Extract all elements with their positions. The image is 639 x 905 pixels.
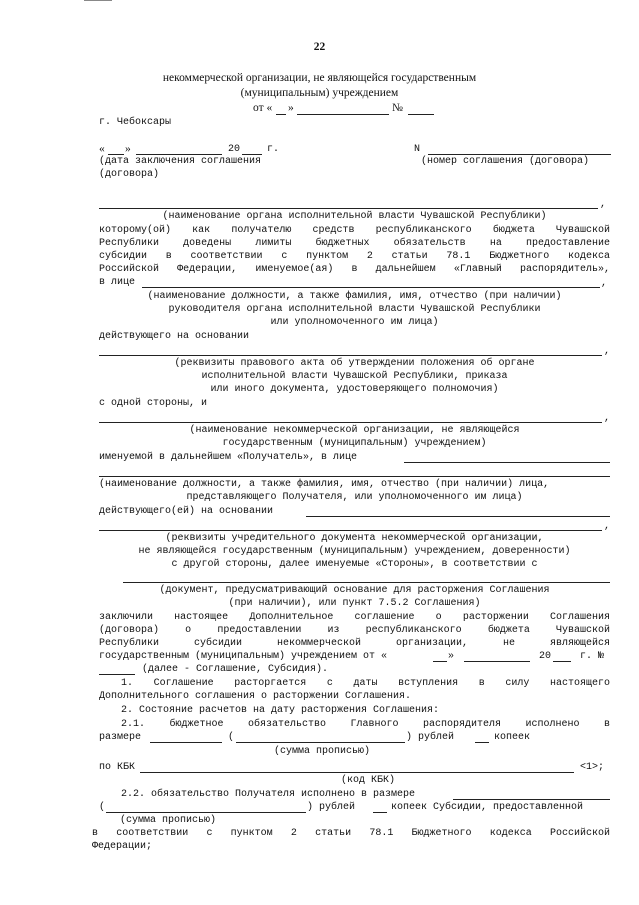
recipient-par-line-4: Российской Федерации, именуемое(ая) в дальнейшем «Главный распорядитель», [99, 264, 610, 275]
item-2-2-amount-field[interactable] [453, 799, 610, 800]
number-caption: (номер соглашения (договора) [421, 156, 590, 167]
item-2-2-amount-words-field[interactable] [106, 812, 306, 813]
agreement-ref-month-field[interactable] [464, 661, 530, 662]
agreement-ref-number-field[interactable] [99, 674, 135, 675]
number-label: N [414, 144, 421, 155]
authority-caption: (наименование органа исполнительной власти Чувашской Республики) [162, 211, 547, 222]
item-2-1-caption: (сумма прописью) [274, 746, 371, 757]
item-1-line-1: 1. Соглашение расторгается с даты вступления в силу настоящего [121, 678, 610, 689]
agreement-year-field[interactable] [242, 154, 262, 155]
heading-month-field[interactable] [297, 114, 389, 115]
heading-day-field[interactable] [276, 114, 286, 115]
position-caption-line-1: (наименование должности, а также фамилия, имя, отчество (при наличии) [147, 291, 562, 302]
charter-caption-line-1: (реквизиты учредительного документа некоммерческой организации, [165, 533, 544, 544]
item-2-1-rubles-label: ) рублей [406, 732, 455, 743]
nko-caption-line-1: (наименование некоммерческой организации, не являющейся [189, 425, 520, 436]
concluded-par-line-5: (далее - Соглашение, Субсидия). [142, 664, 329, 675]
item-2-1-kopecks-label: копеек [494, 732, 531, 743]
concluded-par-line-1: заключили настоящее Дополнительное соглашение о расторжении Соглашения [99, 612, 610, 623]
recipient-position-caption-line-2: представляющего Получателя, или уполномоченного им лица) [186, 492, 523, 503]
item-2-2-line-1: 2.2. обязательство Получателя исполнено в размере [121, 789, 416, 800]
item-2-1-kopecks-field[interactable] [475, 742, 489, 743]
item-2-2-caption: (сумма прописью) [120, 815, 217, 826]
date-close-quote: » [125, 143, 131, 155]
date-year-suffix: г. [267, 144, 280, 155]
charter-caption-line-3: с другой стороны, далее именуемые «Стороны», в соответствии с [171, 559, 538, 570]
date-year-prefix: 20 [228, 144, 241, 155]
agreement-month-field[interactable] [136, 154, 222, 155]
item-2-2-line-4: Федерации; [92, 841, 153, 852]
agreement-ref-year-field[interactable] [553, 661, 571, 662]
heading-from-mid: » [288, 102, 294, 114]
item-1-line-2: Дополнительного соглашения о расторжении Соглашения. [99, 691, 412, 702]
item-2-2-paren-open: ( [99, 802, 106, 813]
city-label: г. Чебоксары [99, 117, 172, 128]
legal-act-caption-line-3: или иного документа, удостоверяющего полномочия) [210, 384, 499, 395]
concluded-par-line-4c: 20 [539, 651, 552, 662]
item-2-2-rubles-label: ) рублей [307, 802, 356, 813]
heading-num-mark: № [392, 102, 403, 114]
recipient-rep-field-2[interactable] [99, 476, 610, 477]
concluded-par-line-4a: государственным (муниципальным) учреждением от « [99, 651, 388, 662]
scan-edge-mark [84, 0, 112, 1]
authority-name-field[interactable] [99, 208, 598, 209]
termination-caption-line-2: (при наличии), или пункт 7.5.2 Соглашения) [228, 598, 481, 609]
date-open-quote: « [99, 143, 105, 155]
item-2-2-kopecks-label: копеек Субсидии, предоставленной [391, 802, 584, 813]
acting-basis-label: действующего на основании [99, 331, 250, 342]
recipient-par-line-2: Республики доведены лимиты бюджетных обязательств на предоставление [99, 238, 610, 249]
kbk-prefix: по КБК [99, 762, 136, 773]
item-2-2-kopecks-field[interactable] [373, 812, 387, 813]
concluded-par-line-3: Республики субсидии некоммерческой организации, не являющейся [99, 638, 610, 649]
concluded-par-line-4b: » [448, 651, 455, 662]
concluded-par-line-4d: г. № [580, 651, 605, 662]
agreement-day-field[interactable] [108, 154, 124, 155]
recipient-par-line-3: субсидии в соответствии с пунктом 2 статьи 78.1 Бюджетного кодекса [99, 251, 610, 262]
nko-name-comma: , [604, 413, 611, 424]
charter-caption-line-2: не являющейся государственным (муниципальным) учреждением, доверенности) [138, 546, 571, 557]
termination-basis-field[interactable] [123, 582, 610, 583]
position-caption-line-2: руководителя органа исполнительной власти Чувашской Республики [168, 304, 541, 315]
item-2-1-amount-words-field[interactable] [236, 742, 405, 743]
nko-name-field[interactable] [99, 422, 602, 423]
item-2-2-line-3: в соответствии с пунктом 2 статьи 78.1 Бюджетного кодекса Российской [92, 828, 610, 839]
acting-basis2-label: действующего(ей) на основании [99, 506, 274, 517]
kbk-suffix: <1>; [580, 762, 605, 773]
legal-act-comma: , [604, 346, 611, 357]
recipient-par-line-1: которому(ой) как получателю средств республиканского бюджета Чувашской [99, 225, 610, 236]
concluded-par-line-2: (договора) о предоставлении из республиканского бюджета Чувашской [99, 625, 610, 636]
one-side-label: с одной стороны, и [99, 398, 208, 409]
recipient-position-caption-line-1: (наименование должности, а также фамилия, имя, отчество (при наличии) лица, [99, 479, 550, 490]
charter-field-1[interactable] [306, 516, 610, 517]
heading-from-prefix: от « [253, 102, 273, 114]
item-2-1-amount-label: размере [99, 732, 142, 743]
heading-line-1: некоммерческой организации, не являющейся государственным [162, 72, 477, 84]
item-2-label: 2. Состояние расчетов на дату расторжения Соглашения: [121, 705, 440, 716]
heading-number-field[interactable] [408, 114, 434, 115]
agreement-number-field[interactable] [428, 154, 611, 155]
agreement-ref-day-field[interactable] [433, 661, 447, 662]
recipient-rep-field-1[interactable] [404, 462, 610, 463]
nko-caption-line-2: государственным (муниципальным) учреждением) [222, 438, 487, 449]
authority-comma: , [600, 199, 607, 210]
legal-act-caption-line-1: (реквизиты правового акта об утверждении положения об органе [174, 358, 535, 369]
legal-act-field[interactable] [99, 355, 602, 356]
recipient-named-label: именуемой в дальнейшем «Получатель», в лице [99, 452, 358, 463]
head-position-comma: , [601, 278, 608, 289]
page-number: 22 [313, 41, 326, 53]
item-2-1-line-1: 2.1. бюджетное обязательство Главного распорядителя исполнено в [121, 719, 610, 730]
charter-comma: , [604, 521, 611, 532]
charter-field-2[interactable] [99, 530, 602, 531]
kbk-caption: (код КБК) [341, 775, 396, 786]
recipient-par-line-5: в лице [99, 277, 136, 288]
position-caption-line-3: или уполномоченного им лица) [270, 317, 439, 328]
legal-act-caption-line-2: исполнительной власти Чувашской Республики, приказа [201, 371, 508, 382]
head-position-field[interactable] [142, 287, 600, 288]
heading-line-2: (муниципальным) учреждением [240, 87, 399, 99]
termination-caption-line-1: (документ, предусматривающий основание для расторжения Соглашения [159, 585, 550, 596]
item-2-1-paren-open: ( [228, 732, 235, 743]
date-caption-line-1: (дата заключения соглашения [99, 156, 262, 167]
date-caption-line-2: (договора) [99, 169, 160, 180]
item-2-1-amount-field[interactable] [150, 742, 222, 743]
kbk-field[interactable] [140, 772, 574, 773]
